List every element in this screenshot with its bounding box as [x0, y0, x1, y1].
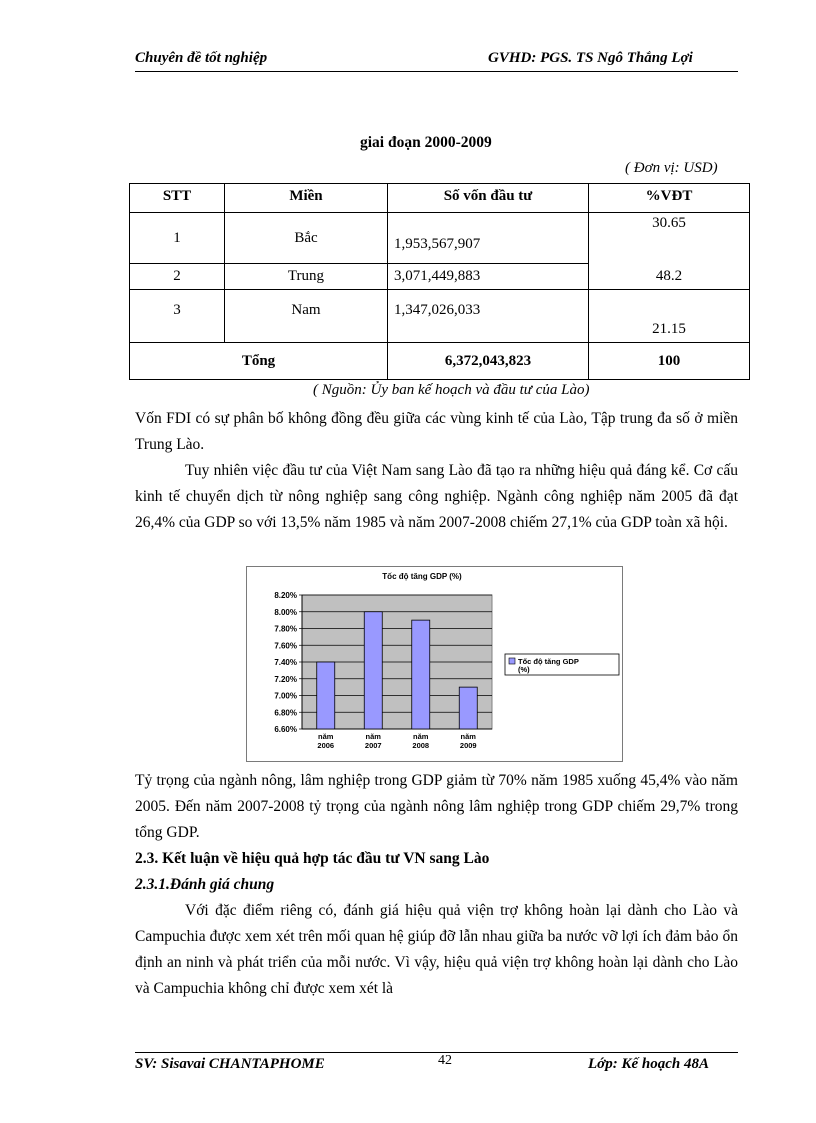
- paragraph-agriculture: Tỷ trọng của ngành nông, lâm nghiệp trong GDP giảm từ 70% năm 1985 xuống 45,4% vào năm 2005. Đến năm 2007-2008 tỷ trọng của ngành nông lâm nghiệp trong GDP chiếm 29,7% trong tổng GDP.: [135, 772, 738, 841]
- paragraph-evaluation: Với đặc điểm riêng có, đánh giá hiệu quả viện trợ không hoàn lại dành cho Lào và Campuchia được xem xét trên mối quan hệ giúp đỡ lẫn nhau giữa ba nước vỡ lợi ích đảm bảo ổn định an ninh và phát triển của mỗi nước. Vì vậy, hiệu quả viện trợ không hoàn lại dành cho Lào và Campuchia không chỉ được xem xét là: [135, 902, 738, 997]
- x-tick-label: 2006: [317, 741, 335, 750]
- col-header-amount: Số vốn đầu tư: [388, 184, 589, 213]
- page-number: 42: [438, 1053, 452, 1068]
- table-row: [130, 264, 750, 290]
- cell-percent: 48.2: [589, 264, 750, 290]
- footer-rule: [135, 1052, 738, 1053]
- y-tick-label: 7.80%: [274, 624, 297, 634]
- y-tick-label: 8.00%: [274, 607, 297, 617]
- table-total-row: [130, 343, 750, 380]
- bar: [317, 662, 335, 729]
- total-percent: 100: [589, 343, 750, 380]
- cell-stt: 3: [130, 290, 225, 343]
- y-tick-label: 7.00%: [274, 691, 297, 701]
- gdp-chart: [246, 566, 623, 762]
- cell-region: Nam: [225, 290, 388, 343]
- y-tick-label: 7.20%: [274, 674, 297, 684]
- header-left: Chuyên đề tốt nghiệp: [135, 50, 268, 66]
- header-rule: [135, 71, 738, 72]
- x-tick-label: 2008: [412, 741, 430, 750]
- table-row: [130, 290, 750, 343]
- section-heading-2-3: 2.3. Kết luận về hiệu quả hợp tác đầu tư VN sang Lào: [135, 850, 490, 867]
- table-header-row: [130, 184, 750, 213]
- cell-percent: 30.65: [589, 213, 750, 264]
- x-tick-label: năm: [413, 732, 429, 741]
- cell-stt: 1: [130, 213, 225, 264]
- x-tick-label: năm: [365, 732, 381, 741]
- total-amount: 6,372,043,823: [388, 343, 589, 380]
- cell-stt: 2: [130, 264, 225, 290]
- table-row: [130, 213, 750, 264]
- x-tick-label: năm: [460, 732, 476, 741]
- x-tick-label: 2009: [459, 741, 477, 750]
- legend-label: Tốc độ tăng GDP: [518, 657, 579, 666]
- section-heading-2-3-1: 2.3.1.Đánh giá chung: [135, 876, 275, 893]
- cell-amount: 1,347,026,033: [388, 290, 589, 343]
- y-tick-label: 8.20%: [274, 591, 297, 600]
- cell-region: Trung: [225, 264, 388, 290]
- gdp-chart-svg: [247, 567, 622, 761]
- col-header-stt: STT: [130, 184, 225, 213]
- paragraph-effects: Tuy nhiên việc đầu tư của Việt Nam sang Lào đã tạo ra những hiệu quả đáng kể. Cơ cấu kinh tế chuyển dịch từ nông nghiệp sang công nghiệp. Ngành công nghiệp năm 2005 đã đạt 26,4% của GDP so với 13,5% năm 1985 và năm 2007-2008 chiếm 27,1% của GDP toàn xã hội.: [135, 462, 738, 531]
- bar: [459, 687, 477, 729]
- paragraph-fdi: Vốn FDI có sự phân bố không đồng đều giữa các vùng kinh tế của Lào, Tập trung đa số ở miền Trung Lào.: [135, 410, 738, 453]
- cell-amount: 1,953,567,907: [388, 213, 589, 264]
- x-tick-label: 2007: [364, 741, 382, 750]
- header-right: GVHD: PGS. TS Ngô Thắng Lợi: [488, 50, 693, 66]
- y-tick-label: 7.60%: [274, 641, 297, 651]
- total-label: Tổng: [130, 343, 388, 380]
- legend-swatch: [509, 658, 515, 664]
- y-tick-label: 7.40%: [274, 658, 297, 667]
- footer-left: SV: Sisavai CHANTAPHOME: [135, 1056, 325, 1072]
- chart-title: Tốc độ tăng GDP (%): [382, 572, 462, 581]
- source-note: ( Nguồn: Ủy ban kế hoạch và đầu tư của Lào): [313, 382, 590, 398]
- col-header-region: Miền: [225, 184, 388, 213]
- text-block-2: [135, 768, 738, 1002]
- col-header-percent: %VĐT: [589, 184, 750, 213]
- x-tick-label: năm: [318, 732, 334, 741]
- legend-label: (%): [518, 665, 530, 674]
- unit-note: ( Đơn vị: USD): [625, 160, 718, 176]
- cell-region: Bắc: [225, 213, 388, 264]
- bar: [364, 612, 382, 729]
- table-caption: giai đoạn 2000-2009: [360, 134, 492, 151]
- cell-amount: 3,071,449,883: [388, 264, 589, 290]
- y-tick-label: 6.60%: [274, 725, 297, 734]
- investment-table: [129, 183, 750, 380]
- bar: [412, 620, 430, 729]
- cell-percent: 21.15: [589, 290, 750, 343]
- y-tick-label: 6.80%: [274, 708, 297, 718]
- text-block-1: [135, 406, 738, 536]
- footer-right: Lớp: Kế hoạch 48A: [588, 1056, 709, 1072]
